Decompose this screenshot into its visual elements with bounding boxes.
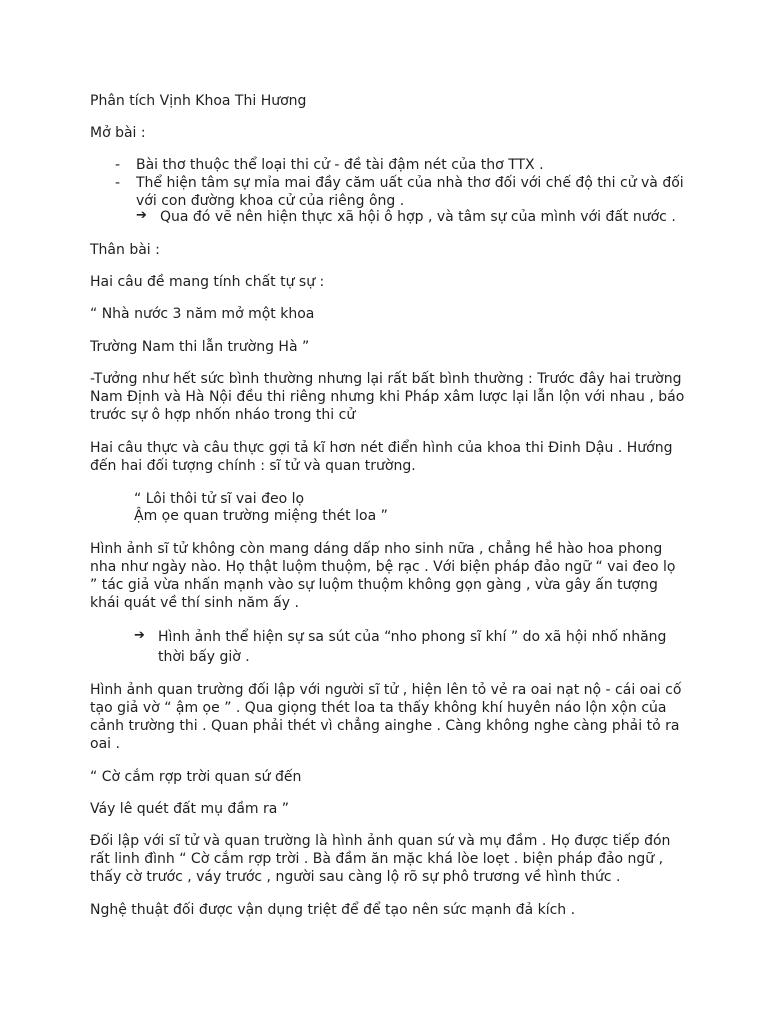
paragraph: Hai câu đề mang tính chất tự sự : (90, 274, 325, 290)
paragraph-line: rất linh đình “ Cờ cắm rợp trời . Bà đầm ăn mặc khá lòe loẹt . biện pháp đảo ngữ , (90, 851, 664, 867)
paragraph-line: khái quát về thí sinh năm ấy . (90, 595, 299, 611)
bullet-text: Bài thơ thuộc thể loại thi cử - đề tài đậm nét của thơ TTX . (136, 157, 544, 173)
poem-quote-line: Ậm ọe quan trường miệng thét loa ” (134, 508, 388, 524)
paragraph-line: Hai câu thực và câu thực gợi tả kĩ hơn nét điển hình của khoa thi Đinh Dậu . Hướng (90, 440, 673, 456)
poem-quote-line: “ Nhà nước 3 năm mở một khoa (90, 306, 315, 322)
bullet-dash: - (115, 175, 121, 191)
bullet-text: Thể hiện tâm sự mỉa mai đầy căm uất của nhà thơ đối với chế độ thi cử và đối (136, 175, 684, 191)
paragraph-line: ” tác giả vừa nhấn mạnh vào sự luộm thuộm không gọn gàng , vừa gây ấn tượng (90, 577, 658, 593)
paragraph-line: Đối lập với sĩ tử và quan trường là hình ảnh quan sứ và mụ đầm . Họ được tiếp đón (90, 833, 671, 849)
paragraph-line: trước sự ô hợp nhốn nháo trong thi cử (90, 407, 356, 423)
paragraph-line: Nam Định và Hà Nội đều thi riêng nhưng khi Pháp xâm lược lại lẫn lộn với nhau , báo (90, 389, 685, 405)
poem-quote-line: “ Cờ cắm rợp trời quan sứ đến (90, 769, 302, 785)
than-bai-heading: Thân bài : (90, 242, 160, 258)
paragraph-line: oai . (90, 736, 120, 752)
mo-bai-heading: Mở bài : (90, 125, 146, 141)
poem-quote-line: “ Lôi thôi tử sĩ vai đeo lọ (134, 491, 305, 507)
paragraph-line: tạo giả vờ “ ậm ọe ” . Qua giọng thét loa ta thấy không khí huyên náo lộn xộn của (90, 700, 667, 716)
paragraph-line: cảnh trường thi . Quan phải thét vì chẳng ainghe . Càng không nghe càng phải tỏ ra (90, 718, 680, 734)
arrow-text: Hình ảnh thể hiện sự sa sút của “nho phong sĩ khí ” do xã hội nhố nhăng (158, 629, 667, 645)
bullet-dash: - (115, 157, 121, 173)
paragraph-line: Hình ảnh quan trường đối lập với người sĩ tử , hiện lên tỏ vẻ ra oai nạt nộ - cái oai cố (90, 682, 682, 698)
paragraph-line: đến hai đối tượng chính : sĩ tử và quan trường. (90, 458, 416, 474)
paragraph-line: -Tưởng như hết sức bình thường nhưng lại rất bất bình thường : Trước đây hai trường (90, 371, 682, 387)
poem-quote-line: Trường Nam thi lẫn trường Hà ” (90, 339, 310, 355)
document-title: Phân tích Vịnh Khoa Thi Hương (90, 93, 307, 109)
arrow-text: thời bấy giờ . (158, 649, 250, 665)
paragraph-line: thấy cờ trước , váy trước , người sau càng lộ rõ sự phô trương về hình thức . (90, 869, 621, 885)
paragraph-line: Hình ảnh sĩ tử không còn mang dáng dấp nho sinh nữa , chẳng hề hào hoa phong (90, 541, 663, 557)
arrow-icon: ➔ (134, 628, 145, 643)
arrow-text: Qua đó vẽ nên hiện thực xã hội ô hợp , và tâm sự của mình với đất nước . (160, 209, 676, 225)
paragraph-line: nha như ngày nào. Họ thật luộm thuộm, bệ rạc . Với biện pháp đảo ngữ “ vai đeo lọ (90, 559, 676, 575)
paragraph: Nghệ thuật đối được vận dụng triệt để để tạo nên sức mạnh đả kích . (90, 902, 576, 918)
poem-quote-line: Váy lê quét đất mụ đầm ra ” (90, 801, 290, 817)
bullet-text: với con đường khoa cử của riêng ông . (136, 193, 405, 209)
arrow-icon: ➔ (136, 208, 147, 223)
